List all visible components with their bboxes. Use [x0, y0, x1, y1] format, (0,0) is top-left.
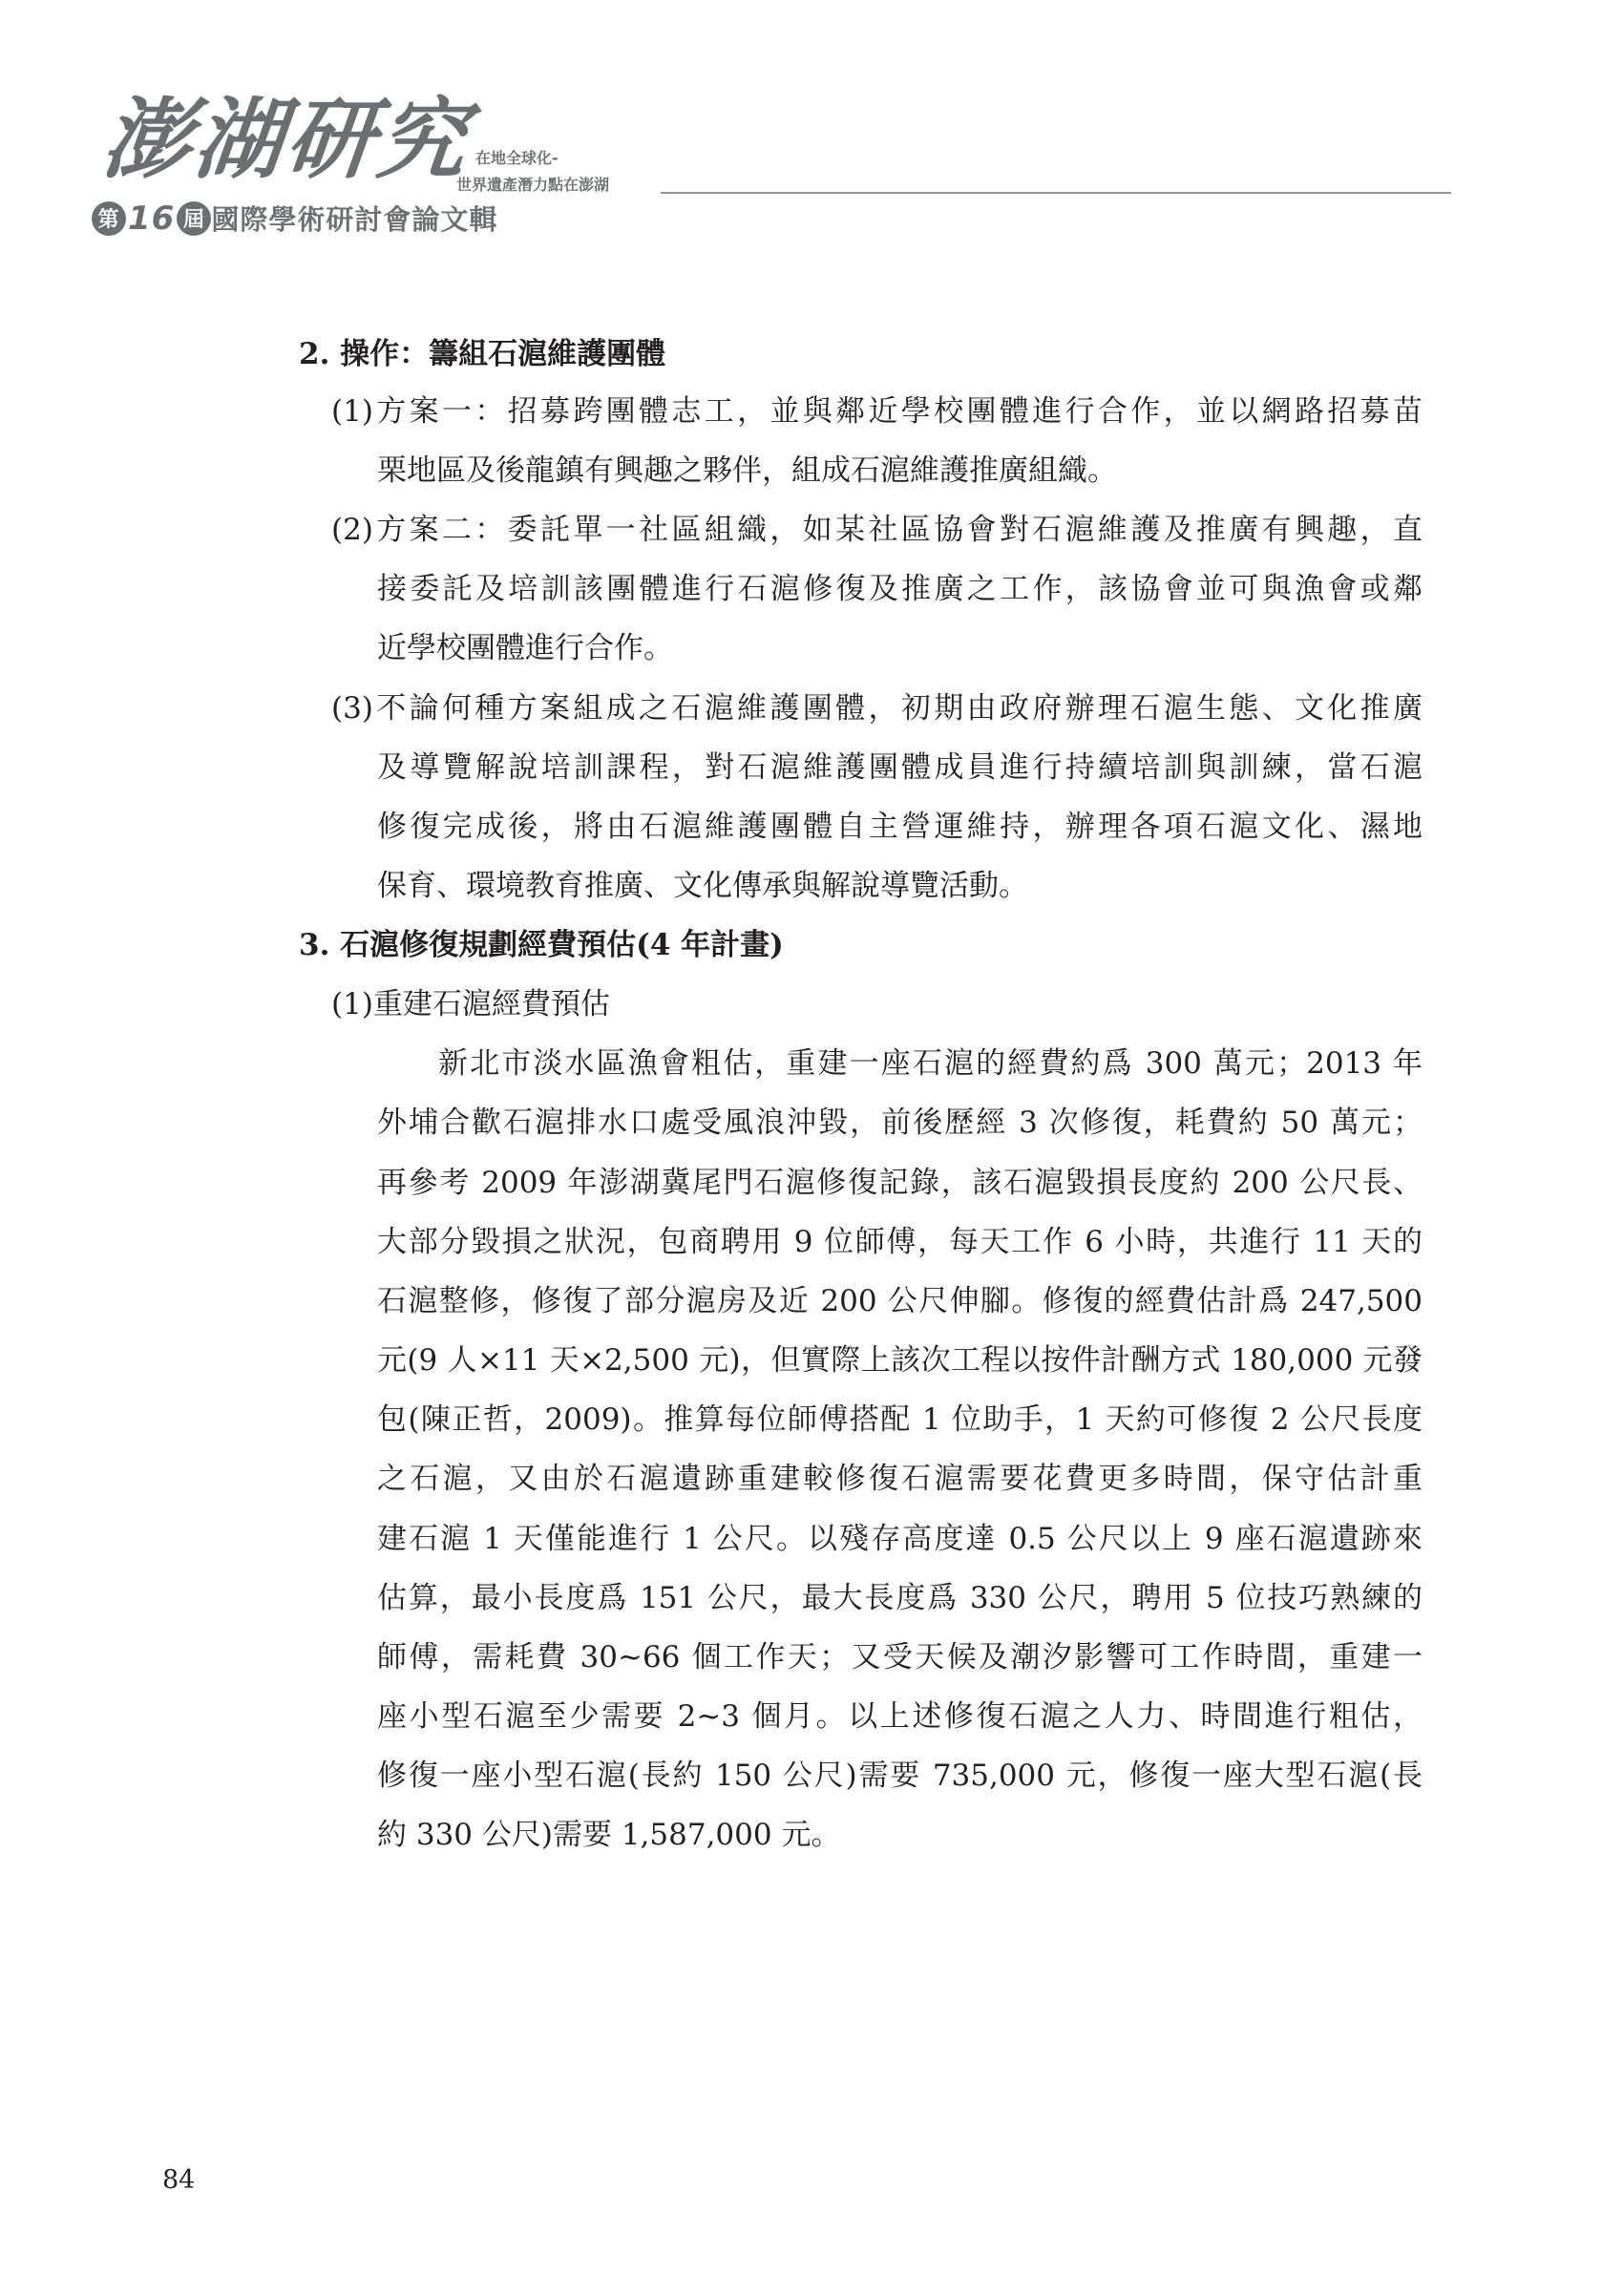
body-line: 師傅，需耗費 30~66 個工作天；又受天候及潮汐影響可工作時間，重建一 [377, 1640, 1423, 1675]
edition-line [92, 199, 497, 238]
subsection-heading: (1)重建石滬經費預估 [331, 987, 610, 1022]
body-line: 修復完成後，將由石滬維護團體自主營運維持，辦理各項石滬文化、濕地 [377, 810, 1423, 844]
body-line: 包(陳正哲，2009)。推算每位師傅搭配 1 位助手，1 天約可修復 2 公尺長度 [377, 1402, 1423, 1437]
conference-theme [456, 145, 609, 199]
running-header [0, 0, 1623, 248]
body-line: 估算，最小長度爲 151 公尺，最大長度爲 330 公尺，聘用 5 位技巧熟練的 [377, 1581, 1423, 1615]
section-heading-operation: 2. 操作：籌組石滬維護團體 [299, 337, 666, 371]
body-line: 修復一座小型石滬(長約 150 公尺)需要 735,000 元，修復一座大型石滬(長 [377, 1759, 1423, 1793]
theme-line-1: 在地全球化- [475, 149, 559, 167]
page-number: 84 [162, 2165, 196, 2195]
body-line: 石滬整修，修復了部分滬房及近 200 公尺伸腳。修復的經費估計爲 247,500 [377, 1284, 1423, 1318]
body-line: 座小型石滬至少需要 2~3 個月。以上述修復石滬之人力、時間進行粗估， [377, 1699, 1423, 1734]
header-divider [661, 192, 1451, 194]
body-line: 大部分毀損之狀況，包商聘用 9 位師傅，每天工作 6 小時，共進行 11 天的 [377, 1225, 1423, 1259]
journal-title: 澎湖研究 [97, 88, 475, 191]
body-line: 接委託及培訓該團體進行石滬修復及推廣之工作，該協會並可與漁會或鄰 [377, 572, 1423, 606]
body-line: 及導覽解說培訓課程，對石滬維護團體成員進行持續培訓與訓練，當石滬 [377, 750, 1423, 785]
section-heading-budget: 3. 石滬修復規劃經費預估(4 年計畫) [299, 928, 784, 962]
body-line: 約 330 公尺)需要 1,587,000 元。 [377, 1818, 841, 1852]
body-line: 近學校團體進行合作。 [377, 631, 673, 665]
body-line: 再參考 2009 年澎湖冀尾門石滬修復記錄，該石滬毀損長度約 200 公尺長、 [377, 1166, 1423, 1200]
proceedings-title: 國際學術研討會論文輯 [211, 203, 498, 236]
body-line: 外埔合歡石滬排水口處受風浪沖毀，前後歷經 3 次修復，耗費約 50 萬元； [377, 1106, 1423, 1140]
body-line: 元(9 人×11 天×2,500 元)，但實際上該次工程以按件計酬方式 180,000 元發 [377, 1343, 1423, 1378]
body-line: 栗地區及後龍鎮有興趣之夥伴，組成石滬維護推廣組織。 [377, 453, 1117, 488]
body-line: 建石滬 1 天僅能進行 1 公尺。以殘存高度達 0.5 公尺以上 9 座石滬遺跡來 [377, 1522, 1423, 1556]
body-line: (3)不論何種方案組成之石滬維護團體，初期由政府辦理石滬生態、文化推廣 [331, 691, 1423, 726]
body-line: 新北市淡水區漁會粗估，重建一座石滬的經費約爲 300 萬元；2013 年 [438, 1046, 1423, 1081]
theme-line-2: 世界遺產潛力點在澎湖 [456, 176, 610, 194]
edition-number: 16 [128, 199, 176, 238]
body-line: 之石滬，又由於石滬遺跡重建較修復石滬需要花費更多時間，保守估計重 [377, 1462, 1423, 1496]
body-line: 保育、環境教育推廣、文化傳承與解說導覽活動。 [377, 869, 1028, 903]
edition-suffix-badge: 屆 [177, 201, 211, 236]
body-line: (2)方案二：委託單一社區組織，如某社區協會對石滬維護及推廣有興趣，直 [331, 513, 1423, 547]
body-line: (1)方案一：招募跨團體志工，並與鄰近學校團體進行合作，並以網路招募苗 [331, 394, 1423, 429]
edition-prefix-badge: 第 [92, 201, 126, 236]
